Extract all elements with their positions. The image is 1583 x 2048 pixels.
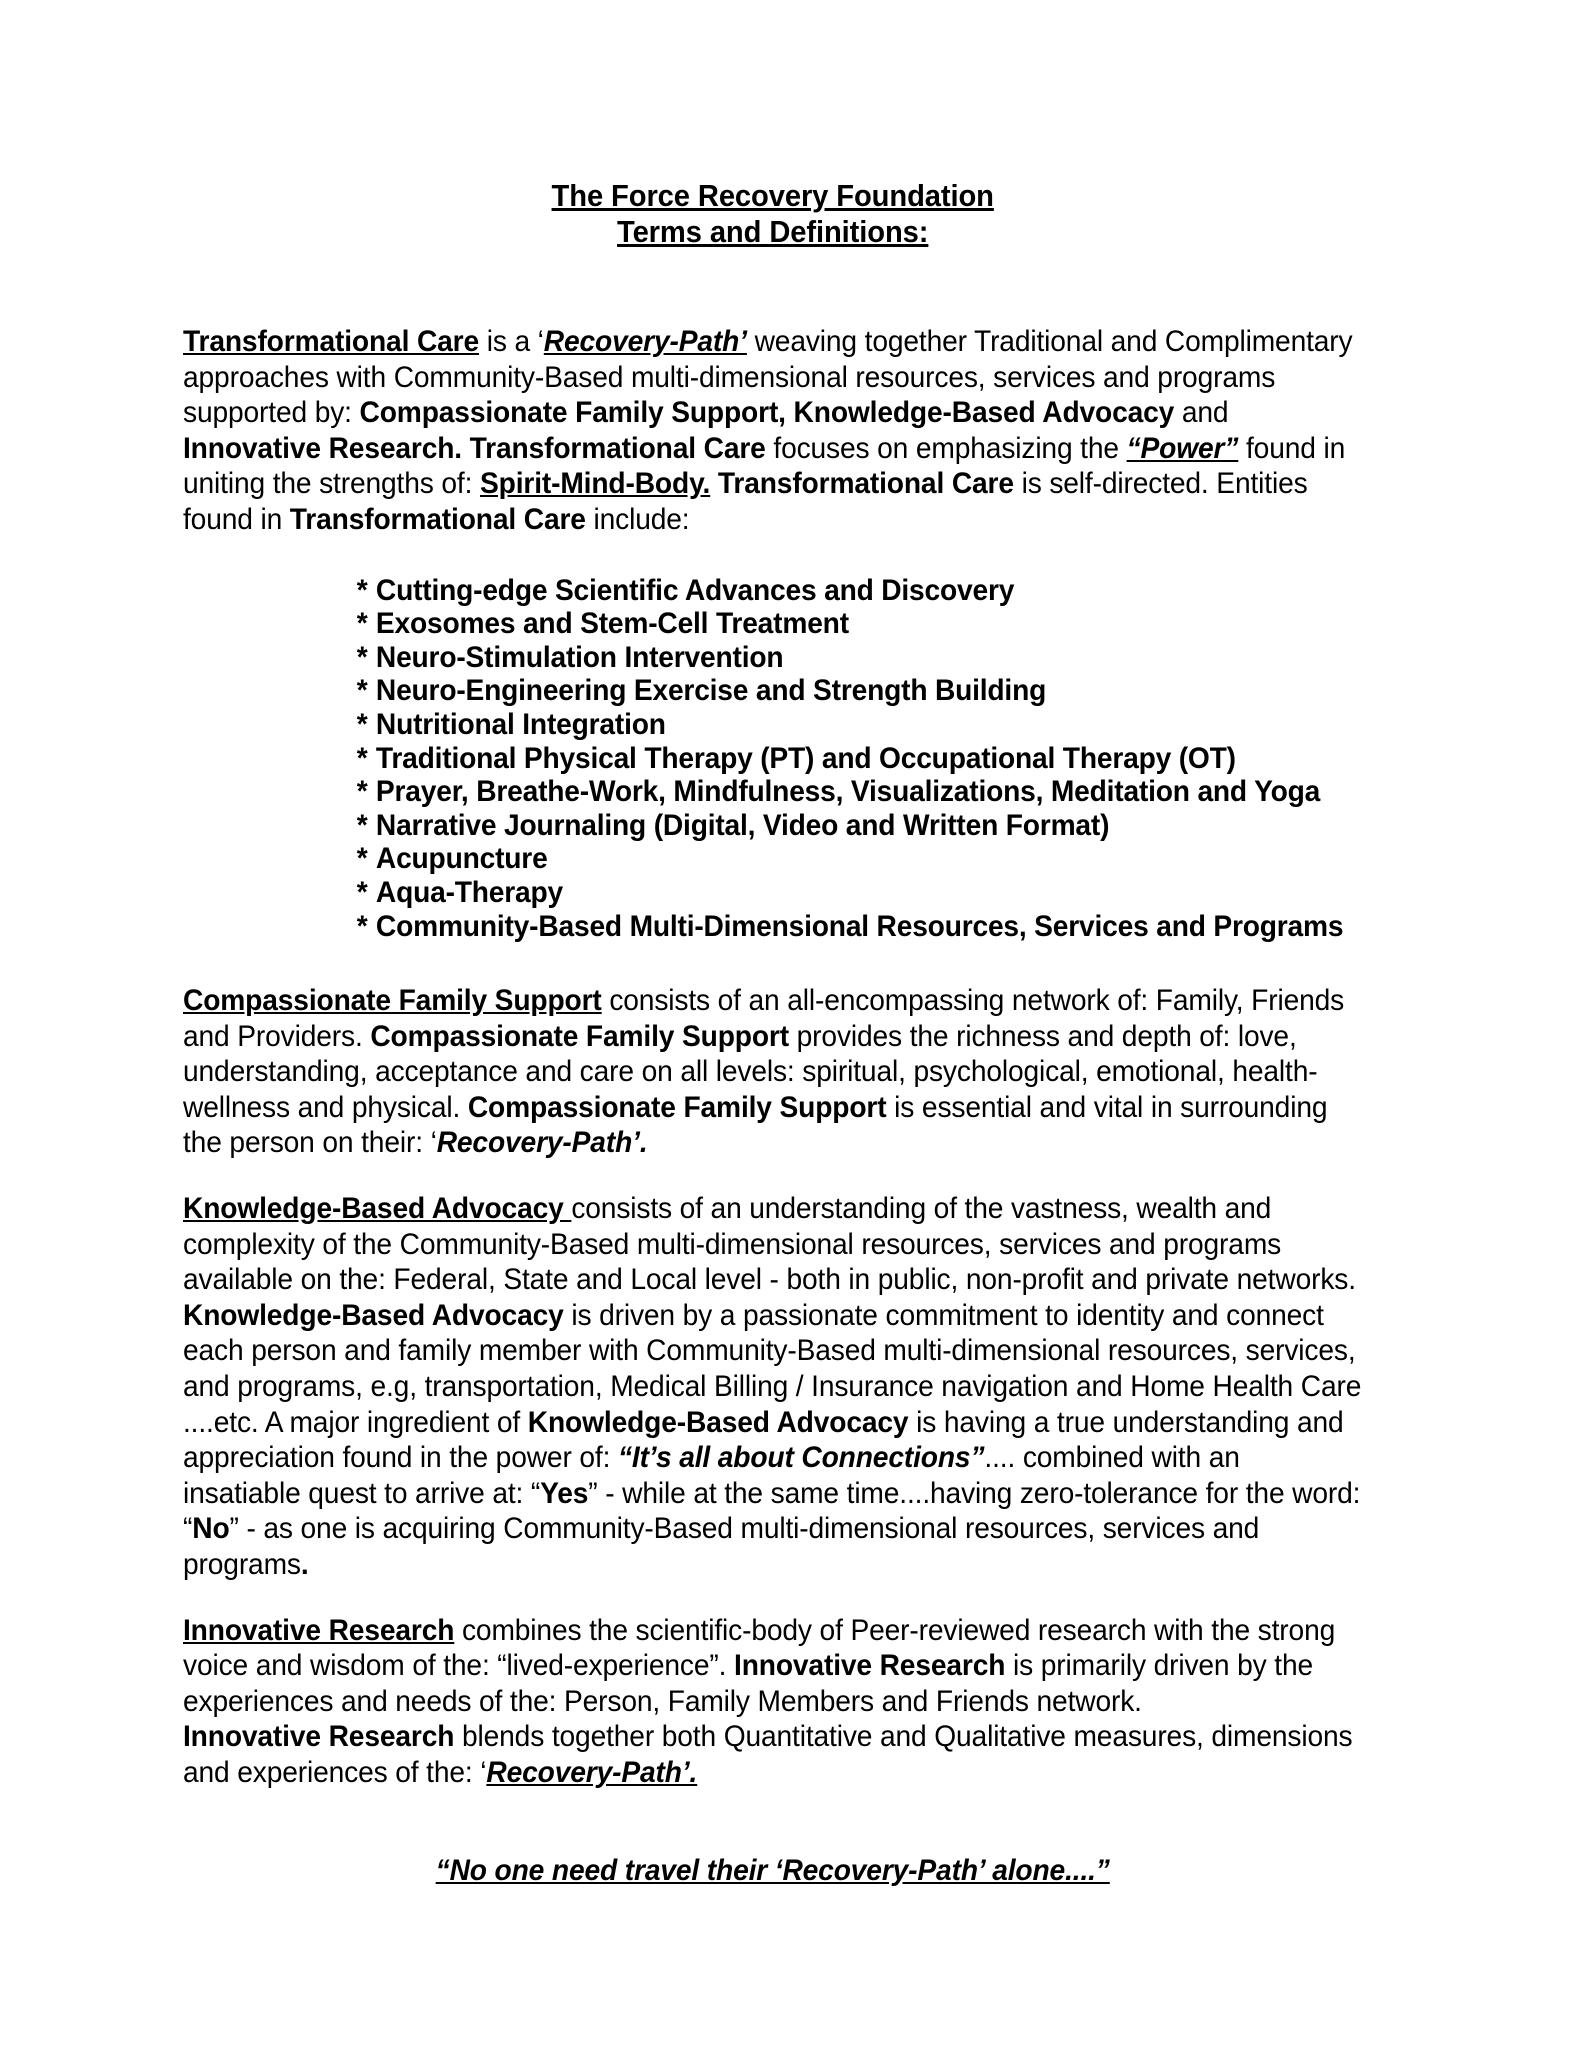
text-run-4: weaving together Traditional and Complimentary approaches with Community-Based multi-dimensional resources, services and programs supported by: bbox=[183, 325, 1353, 430]
text-run-2: Knowledge-Based Advocacy bbox=[183, 1298, 564, 1332]
text-run-3: is primarily driven by the experiences and needs of the: Person, Family Members and Friends network. bbox=[183, 1649, 1314, 1718]
text-run-9: ” - while at the same time....having zero-tolerance for the word: “ bbox=[183, 1476, 1361, 1546]
list-item-label: Narrative Journaling (Digital, Video and Written Format) bbox=[375, 808, 1110, 842]
text-run-6: ‘ bbox=[430, 1126, 437, 1160]
paragraph-innovative-research bbox=[183, 1613, 1362, 1791]
transformational-care-entity-list bbox=[183, 574, 1362, 944]
list-item-label: Cutting-edge Scientific Advances and Discovery bbox=[375, 573, 1015, 607]
text-run-7: Innovative Research. Transformational Care bbox=[183, 431, 766, 465]
closing-quote-text: “No one need travel their ‘Recovery-Path’ alone....” bbox=[435, 1853, 1110, 1887]
bullet-marker-icon: * bbox=[356, 775, 368, 809]
list-item bbox=[357, 708, 1363, 742]
document-body bbox=[183, 178, 1362, 1888]
list-item-label: Aqua-Therapy bbox=[375, 875, 564, 909]
text-run-1: consists of an all-encompassing network of: Family, Friends and Providers. bbox=[183, 984, 1345, 1053]
text-run-5: Innovative Research bbox=[183, 1720, 455, 1754]
list-item bbox=[357, 607, 1363, 641]
page-title-line-2 bbox=[183, 214, 1362, 250]
text-run-8: focuses on emphasizing the bbox=[765, 431, 1127, 465]
text-run-4: Compassionate Family Support bbox=[467, 1090, 887, 1124]
text-run-11: ” - as one is acquiring Community-Based multi-dimensional resources, services and programs bbox=[183, 1512, 1260, 1581]
text-run-1: is a bbox=[479, 325, 538, 358]
text-run-0: Knowledge-Based Advocacy bbox=[183, 1192, 572, 1226]
text-run-6: and bbox=[1174, 396, 1229, 430]
bullet-marker-icon: * bbox=[356, 674, 368, 708]
text-run-7: ‘ bbox=[480, 1755, 487, 1789]
bullet-marker-icon: * bbox=[356, 741, 368, 775]
text-run-9: “Power” bbox=[1126, 431, 1239, 465]
text-run-0: Innovative Research bbox=[183, 1613, 455, 1647]
list-item bbox=[357, 574, 1363, 608]
closing-quote bbox=[183, 1853, 1362, 1889]
text-run-8: Yes bbox=[540, 1476, 589, 1510]
text-run-5: is essential and vital in surrounding the person on their: bbox=[183, 1090, 1328, 1160]
text-run-1: combines the scientific-body of Peer-reviewed research with the strong voice and wisdom of the: “lived-experience”. bbox=[183, 1613, 1336, 1683]
paragraph-compassionate-family-support bbox=[183, 983, 1362, 1161]
text-run-15: Transformational Care bbox=[289, 502, 586, 536]
text-run-12: . bbox=[300, 1548, 309, 1581]
bullet-marker-icon: * bbox=[356, 573, 368, 607]
list-item-label: Community-Based Multi-Dimensional Resources, Services and Programs bbox=[375, 909, 1344, 943]
bullet-marker-icon: * bbox=[356, 640, 368, 674]
bullet-marker-icon: * bbox=[356, 842, 368, 876]
text-run-5: Compassionate Family Support, Knowledge-Based Advocacy bbox=[359, 396, 1175, 430]
text-run-11: Spirit-Mind-Body. bbox=[479, 467, 711, 501]
list-item bbox=[357, 674, 1363, 708]
list-item-label: Prayer, Breathe-Work, Mindfulness, Visualizations, Meditation and Yoga bbox=[375, 775, 1321, 809]
list-item bbox=[357, 842, 1363, 876]
text-run-3: provides the richness and depth of: love, understanding, acceptance and care on all levels: spiritual, psychological, emotional, health-wellness and physical. bbox=[183, 1019, 1318, 1124]
list-item bbox=[357, 809, 1363, 843]
list-item bbox=[357, 876, 1363, 910]
list-item bbox=[357, 742, 1363, 776]
list-item-label: Traditional Physical Therapy (PT) and Occupational Therapy (OT) bbox=[375, 741, 1236, 775]
text-run-10: found in uniting the strengths of: bbox=[183, 431, 1346, 501]
text-run-7: .... combined with an insatiable quest to arrive at: “ bbox=[183, 1441, 1240, 1510]
document-title-block bbox=[183, 178, 1362, 250]
page-title-line-2-text: Terms and Definitions: bbox=[617, 215, 929, 249]
text-run-3: Recovery-Path’ bbox=[543, 325, 747, 358]
list-item-label: Neuro-Stimulation Intervention bbox=[375, 640, 784, 674]
list-item-label: Neuro-Engineering Exercise and Strength Building bbox=[375, 674, 1047, 708]
text-run-12 bbox=[710, 467, 718, 500]
text-run-2: ‘ bbox=[537, 325, 544, 358]
text-run-0: Compassionate Family Support bbox=[183, 984, 602, 1018]
bullet-marker-icon: * bbox=[356, 875, 368, 909]
text-run-6: blends together both Quantitative and Qualitative measures, dimensions and experiences of the: bbox=[183, 1720, 1353, 1789]
page-title-line-1 bbox=[183, 178, 1362, 214]
text-run-5: is having a true understanding and appreciation found in the power of: bbox=[183, 1405, 1344, 1475]
text-run-3: is driven by a passionate commitment to identity and connect each person and family member with Community-Based multi-dimensional resources, services, and programs, e.g, transportation, Medical Billing / Insurance navigation and Home Health Care ....etc. A major ingredient of bbox=[183, 1298, 1362, 1439]
list-item bbox=[357, 910, 1363, 944]
list-item-label: Acupuncture bbox=[375, 842, 548, 876]
text-run-7: Recovery-Path’. bbox=[436, 1126, 648, 1160]
text-run-2: Compassionate Family Support bbox=[370, 1019, 789, 1053]
list-item bbox=[357, 775, 1363, 809]
page-title-line-1-text: The Force Recovery Foundation bbox=[551, 179, 994, 213]
text-run-8: Recovery-Path’. bbox=[486, 1755, 698, 1789]
text-run-2: Innovative Research bbox=[734, 1649, 1006, 1683]
bullet-marker-icon: * bbox=[356, 909, 368, 943]
list-item-label: Exosomes and Stem-Cell Treatment bbox=[375, 607, 849, 641]
text-run-4: Knowledge-Based Advocacy bbox=[527, 1405, 909, 1439]
text-run-10: No bbox=[192, 1512, 230, 1546]
text-run-14: is self-directed. Entities found in bbox=[183, 467, 1308, 536]
bullet-marker-icon: * bbox=[356, 607, 368, 641]
text-run-13: Transformational Care bbox=[717, 467, 1014, 501]
list-item-label: Nutritional Integration bbox=[375, 707, 666, 741]
text-run-1: consists of an understanding of the vastness, wealth and complexity of the Community-Based multi-dimensional resources, services and programs available on the: Federal, State and Local level - both in public, non-profit and private networks. bbox=[183, 1192, 1356, 1297]
text-run-0: Transformational Care bbox=[183, 325, 480, 358]
text-run-6: “It’s all about Connections” bbox=[617, 1441, 985, 1475]
paragraph-transformational-care bbox=[183, 324, 1362, 538]
text-run-16: include: bbox=[585, 502, 690, 536]
paragraph-knowledge-based-advocacy bbox=[183, 1191, 1362, 1583]
bullet-marker-icon: * bbox=[356, 808, 368, 842]
list-item bbox=[357, 641, 1363, 675]
bullet-marker-icon: * bbox=[356, 707, 368, 741]
